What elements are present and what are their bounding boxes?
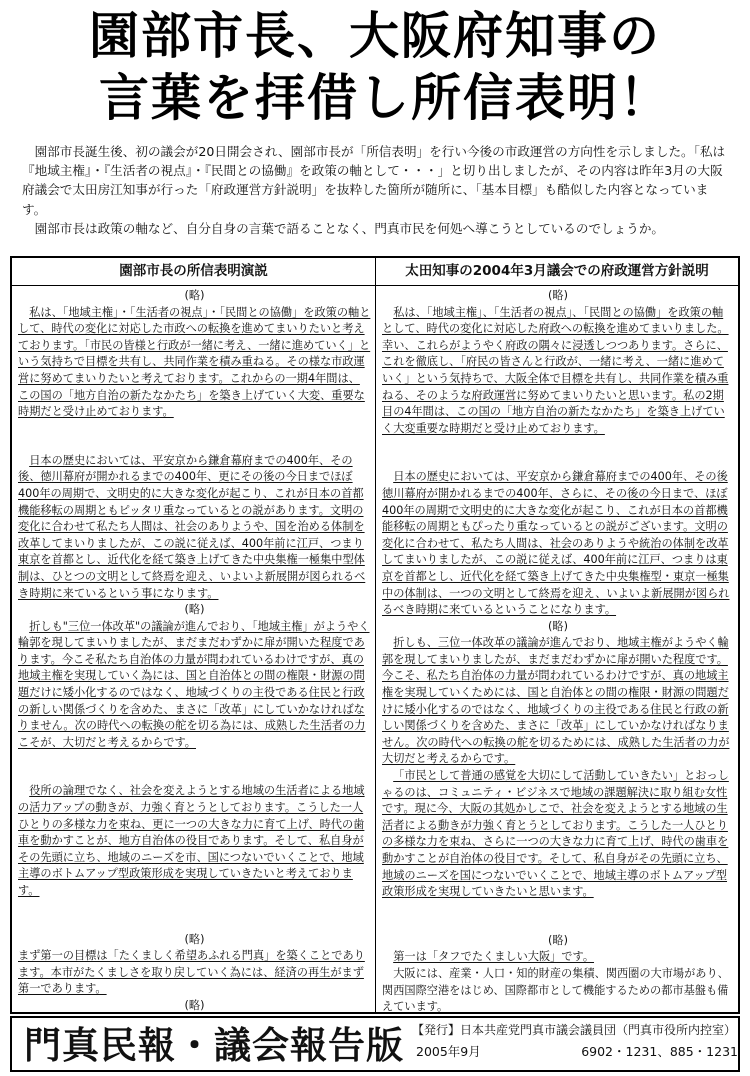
headline-line2: 言葉を拝借し所信表明！ (99, 69, 671, 127)
left-paragraph-1: 私は、「地域主権」・「生活者の視点」・「民間との協働」を政策の軸として、時代の変化に対応した市政への転換を進めてまいりたいと考えております。「市民の皆様と行政が一緒に考え、一緒に進めていく」という気持ちで目標を共有し、共同作業を積み重ねる。その様な市政運営に努めてまいりたいと考えております。これからの一期4年間は、この国の「地方自治の新たなかたち」を築き上げていく大変、重要な時期だと受け止めております。 (18, 305, 371, 419)
left-column-body (12, 286, 375, 1012)
publisher-line: 【発行】日本共産党門真市議会議員団（門真市役所内控室） (412, 1023, 737, 1037)
right-column-body (376, 286, 738, 1012)
footer-box (10, 1016, 740, 1072)
masthead-title: 門真民報・議会報告版 (24, 1023, 404, 1067)
right-paragraph-1: 私は、「地域主権」、「生活者の視点」、「民間との協働」を政策の軸として、時代の変化に対応した府政への転換を進めてまいりました。幸い、これらがようやく府政の隅々に浸透しつつあります。さらに、これを徹底し、「府民の皆さんと行政が、一緒に考え、一緒に進めていく」という気持ちで、大阪全体で目標を共有し、共同作業を積み重ねる、そのような府政運営に努めてまいりたいと思います。私の2期目の4年間は、この国の「地方自治の新たなかたち」を築き上げていく大変重要な時期だと受け止めております。 (382, 305, 729, 435)
right-paragraph-3: 折しも、三位一体改革の議論が進んでおり、地域主権がようやく輪郭を現してまいりましたが、まだまだわずかに扉が開いた程度です。今こそ、私たち自治体の力量が問われているわけですが、真の地域主権を実現していくためには、国と自治体との間の権限・財源の問題だけに矮小化するのではなく、地域づくりの主役である住民と行政の新しい関係づくりを含めた、まさに「改革」にしていかなければなりません。次の時代への転換の舵を切るためには、成熟した生活者の力が大切だと考えるからです。 (382, 636, 730, 766)
intro-text (22, 142, 728, 238)
comparison-table (10, 256, 740, 1014)
omission-mark: (略) (548, 619, 568, 633)
left-paragraph-4: 役所の論理でなく、社会を変えようとする地域の生活者による地域の活力アップの動きが、力強く育とうとしております。こうした一人ひとりの多様な力を束ね、更に一つの大きな力に育て上げ、時代の歯車を動かすことが、地方自治体の役目であります。そして、私自身がその先頭に立ち、地域のニーズを市、国につないでいくことで、地域主導のボトムアップ型政策形成を実現していきたいと考えております。 (18, 784, 365, 897)
right-column (376, 258, 738, 1012)
right-paragraph-4: 「市民として普通の感覚を大切にして活動していきたい」とおっしゃるのは、コミュニティ・ビジネスで地域の課題解決に取り組む女性です。現に今、大阪の其処かしこで、社会を変えようとする地域の生活者による動きが力強く育とうとしております。こうした一人ひとりの多様な力を束ね、さらに一つの大きな力に育て上げ、時代の歯車を動かすことが自治体の役目です。そして、私自身がその先頭に立ち、地域のニーズを国につないでいくことで、地域主導のボトムアップ型政策形成を実現していきたいと思います。 (382, 769, 729, 899)
right-paragraph-2: 日本の歴史においては、平安京から鎌倉幕府までの400年、その後徳川幕府が開かれるまでの400年、さらに、その後の今日まで、ほぼ400年の周期で文明史的に大きな変化が起こり、これが日本の首都機能移転の周期ともぴったり重なっているとの説がございます。文明の変化に合わせて、私たち人間は、社会のありようや統治の体制を改革してまいりましたが、この説に従えば、400年前に江戸、つまりは東京を首都とし、近代化を経て築き上げてきた中央集権型・東京一極集中の体制は、一つの文明として終焉を迎え、いよいよ新展開が図られるべき時期に来ているということになります。 (382, 470, 730, 617)
right-paragraph-5b: 大阪には、産業・人口・知的財産の集積、関西圏の大市場があり、関西国際空港をはじめ、国際都市として機能するための都市基盤も備えています。 (382, 966, 729, 1012)
omission-mark: (略) (184, 289, 205, 302)
headline-line1: 園部市長、大阪府知事の (89, 7, 661, 65)
right-column-heading: 太田知事の2004年3月議会での府政運営方針説明 (376, 258, 738, 286)
publisher-info (412, 1022, 738, 1060)
right-paragraph-5a: 第一は「タフでたくましい大阪」です。 (393, 950, 595, 964)
omission-mark: (略) (184, 932, 205, 946)
left-paragraph-5: まず第一の目標は「たくましく希望あふれる門真」を築くことであります。本市がたくましさを取り戻していく為には、経済の再生がまず第一であります。 (18, 949, 365, 996)
left-column (12, 258, 376, 1012)
left-paragraph-3: 折しも"三位一体改革"の議論が進んでおり、「地域主権」がようやく輪郭を現してまいりましたが、まだまだわずかに扉が開いた程度であります。今こそ私たち自治体の力量が問われているわけですが、真の地域主権を実現していく為には、国と自治体との間の権限・財源の問題だけに矮小化するのではなく、地域づくりの主役である住民と行政の新しい関係づくりを含めた、まさに「改革」にしていかなければなりません。次の時代への転換の舵を切る為には、成熟した生活者の力こそが、大切だと考えるからです。 (18, 619, 370, 749)
phone-numbers: 6902・1231、885・1231 (581, 1044, 738, 1059)
issue-date: 2005年9月 (416, 1044, 481, 1059)
intro-paragraph-2: 園部市長は政策の軸など、自分自身の言葉で語ることなく、門真市民を何処へ導こうとしているのでしょうか。 (34, 220, 665, 236)
left-paragraph-2: 日本の歴史においては、平安京から鎌倉幕府までの400年、その後、徳川幕府が開かれるまでの400年、更にその後の今日までほぼ400年の周期で、文明史的に大きな変化が起こり、これが日本の首都機能移転の周期ともピッタリ重なっているとの説があります。文明の変化に合わせて私たち人間は、社会のありようや、国を治める体制を改革してまいりましたが、この説に従えば、400年前に江戸、つまり東京を首都とし、近代化を経て築き上げてきた中央集権一極集中型体制は、ひとつの文明として終焉を迎え、いよいよ新展開が図られるべき時期に来ているという事になります。 (18, 453, 366, 600)
omission-mark: (略) (548, 933, 568, 947)
left-column-heading: 園部市長の所信表明演説 (12, 258, 375, 286)
omission-mark: (略) (548, 289, 568, 302)
omission-mark: (略) (184, 998, 205, 1012)
omission-mark: (略) (184, 603, 205, 617)
intro-paragraph-1: 園部市長誕生後、初の議会が20日開会され、園部市長が「所信表明」を行い今後の市政運営の方向性を示しました。「私は『地域主権』・『生活者の視点』・『民間との協働』を政策の軸として・・・」と切り出しましたが、その内容は昨年3月の大阪府議会で太田房江知事が行った「府政運営方針説明」を抜粋した箇所が随所に、「基本目標」も酷似した内容となっています。 (22, 144, 726, 217)
